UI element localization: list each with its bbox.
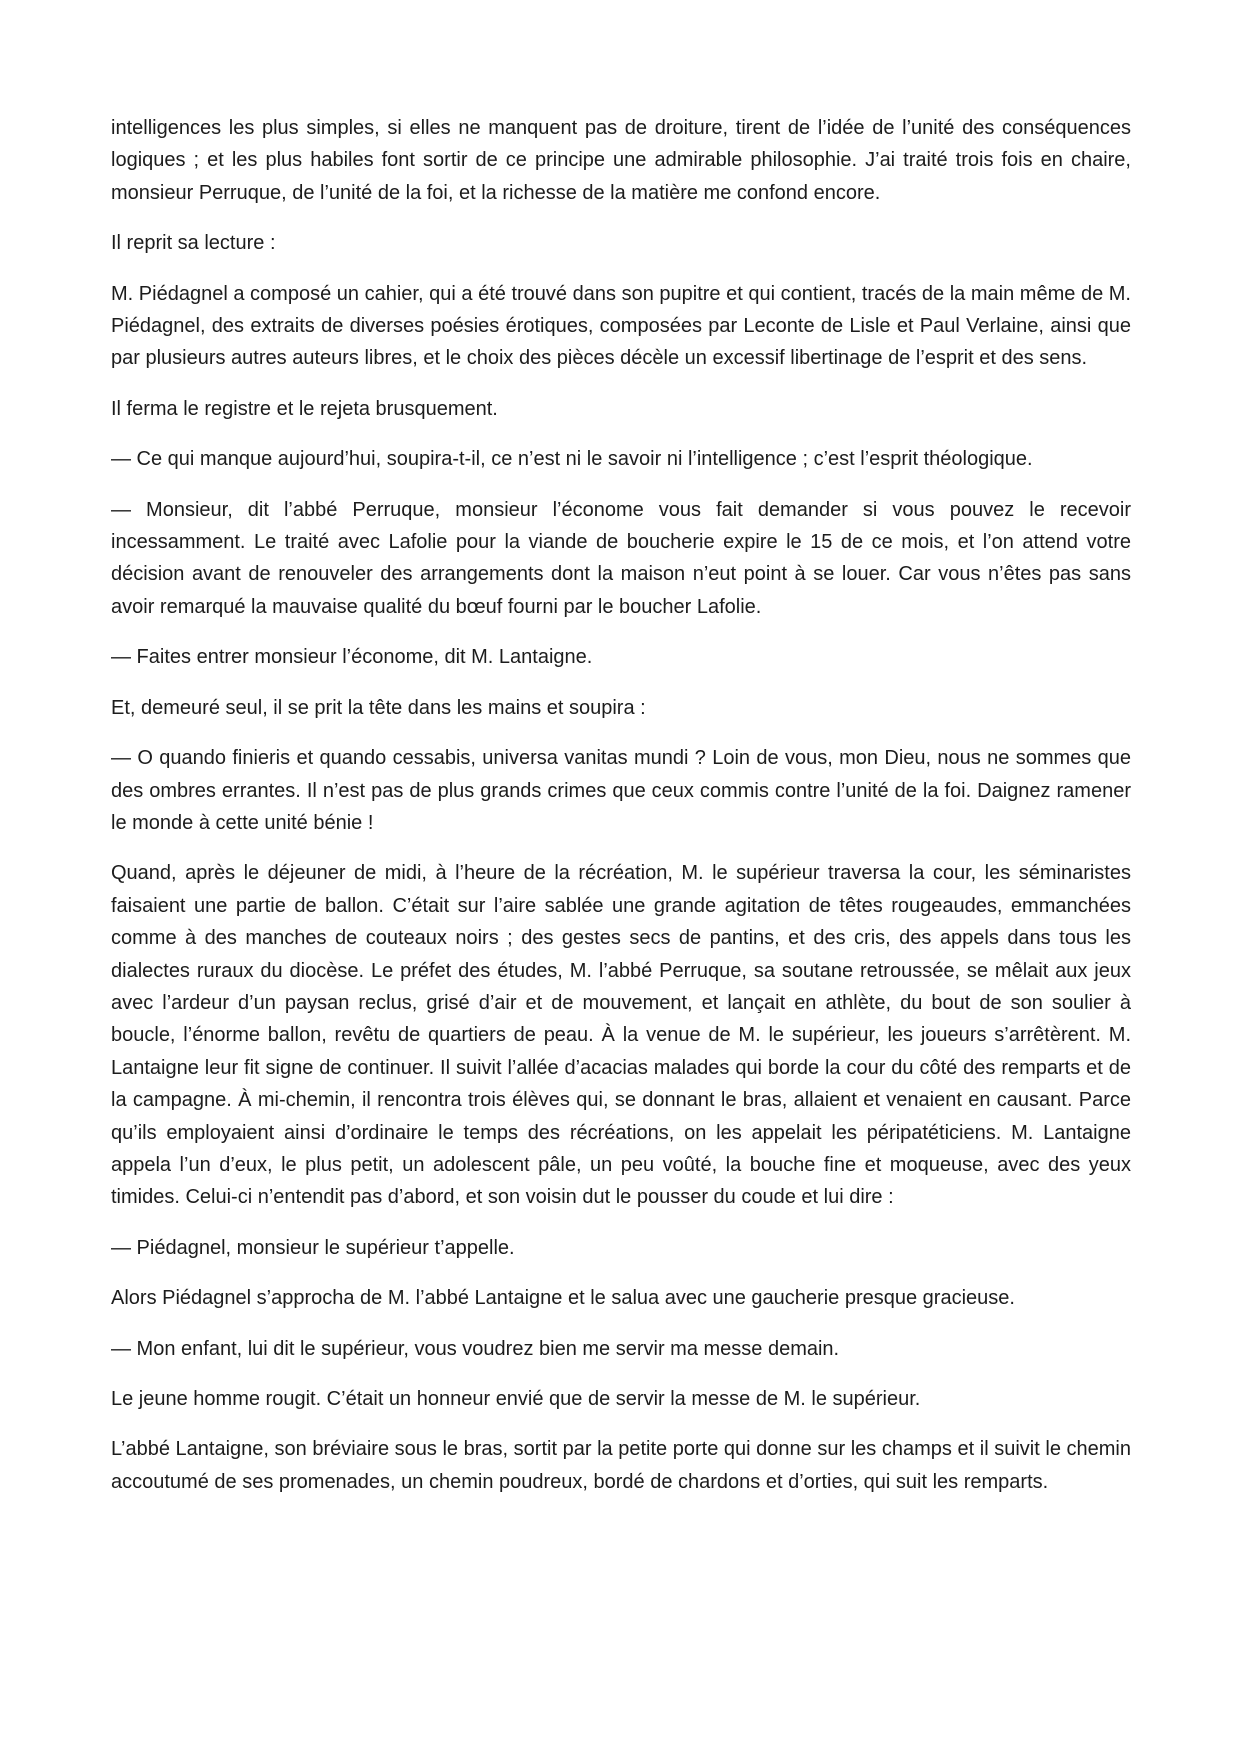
paragraph-9: — O quando finieris et quando cessabis, universa vanitas mundi ? Loin de vous, mon Dieu, nous ne sommes que des ombres errantes. Il n’est pas de plus grands crimes que ceux commis contre l’unité de la foi. Daignez ramener le monde à cette unité bénie !	[111, 747, 1131, 834]
paragraph-5: — Ce qui manque aujourd’hui, soupira-t-il, ce n’est ni le savoir ni l’intelligence ; c’est l’esprit théologique.	[111, 448, 1033, 471]
paragraph-14: Le jeune homme rougit. C’était un honneur envié que de servir la messe de M. le supérieur.	[111, 1388, 921, 1410]
document-page	[111, 112, 1131, 1516]
paragraph-1: intelligences les plus simples, si elles ne manquent pas de droiture, tirent de l’idée de l’unité des conséquences logiques ; et les plus habiles font sortir de ce principe une admirable philosophie. J’ai traité trois fois en chaire, monsieur Perruque, de l’unité de la foi, et la richesse de la matière me confond encore.	[111, 117, 1131, 204]
paragraph-7: — Faites entrer monsieur l’économe, dit M. Lantaigne.	[111, 646, 593, 669]
paragraph-8: Et, demeuré seul, il se prit la tête dans les mains et soupira :	[111, 696, 646, 719]
paragraph-11: — Piédagnel, monsieur le supérieur t’appelle.	[111, 1236, 515, 1259]
paragraph-15: L’abbé Lantaigne, son bréviaire sous le bras, sortit par la petite porte qui donne sur les champs et il suivit le chemin accoutumé de ses promenades, un chemin poudreux, bordé de chardons et d’orties, qui suit les remparts.	[111, 1438, 1131, 1493]
paragraph-12: Alors Piédagnel s’approcha de M. l’abbé Lantaigne et le salua avec une gaucherie presque gracieuse.	[111, 1287, 1015, 1310]
paragraph-10: Quand, après le déjeuner de midi, à l’heure de la récréation, M. le supérieur traversa la cour, les séminaristes faisaient une partie de ballon. C’était sur l’aire sablée une grande agitation de têtes rougeaudes, emmanchées comme à des manches de couteaux noirs ; des gestes secs de pantins, et des cris, des appels dans tous les dialectes ruraux du diocèse. Le préfet des études, M. l’abbé Perruque, sa soutane retroussée, se mêlait aux jeux avec l’ardeur d’un paysan reclus, grisé d’air et de mouvement, et lançait en athlète, du bout de son soulier à boucle, l’énorme ballon, revêtu de quartiers de peau. À la venue de M. le supérieur, les joueurs s’arrêtèrent. M. Lantaigne leur fit signe de continuer. Il suivit l’allée d’acacias malades qui borde la cour du côté des remparts et de la campagne. À mi-chemin, il rencontra trois élèves qui, se donnant le bras, allaient et venaient en causant. Parce qu’ils employaient ainsi d’ordinaire le temps des récréations, on les appelait les péripatéticiens. M. Lantaigne appela l’un d’eux, le plus petit, un adolescent pâle, un peu voûté, la bouche fine et moqueuse, avec des yeux timides. Celui-ci n’entendit pas d’abord, et son voisin dut le pousser du coude et lui dire :	[111, 862, 1131, 1209]
paragraph-4: Il ferma le registre et le rejeta brusquement.	[111, 397, 498, 420]
paragraph-3: M. Piédagnel a composé un cahier, qui a été trouvé dans son pupitre et qui contient, tracés de la main même de M. Piédagnel, des extraits de diverses poésies érotiques, composées par Leconte de Lisle et Paul Verlaine, ainsi que par plusieurs autres auteurs libres, et le choix des pièces décèle un excessif libertinage de l’esprit et des sens.	[111, 282, 1131, 370]
paragraph-13: — Mon enfant, lui dit le supérieur, vous voudrez bien me servir ma messe demain.	[111, 1337, 840, 1360]
paragraph-6: — Monsieur, dit l’abbé Perruque, monsieur l’économe vous fait demander si vous pouvez le recevoir incessamment. Le traité avec Lafolie pour la viande de boucherie expire le 15 de ce mois, et l’on attend votre décision avant de renouveler des arrangements dont la maison n’eut point à se louer. Car vous n’êtes pas sans avoir remarqué la mauvaise qualité du bœuf fourni par le boucher Lafolie.	[111, 498, 1131, 618]
paragraph-2: Il reprit sa lecture :	[111, 232, 276, 255]
